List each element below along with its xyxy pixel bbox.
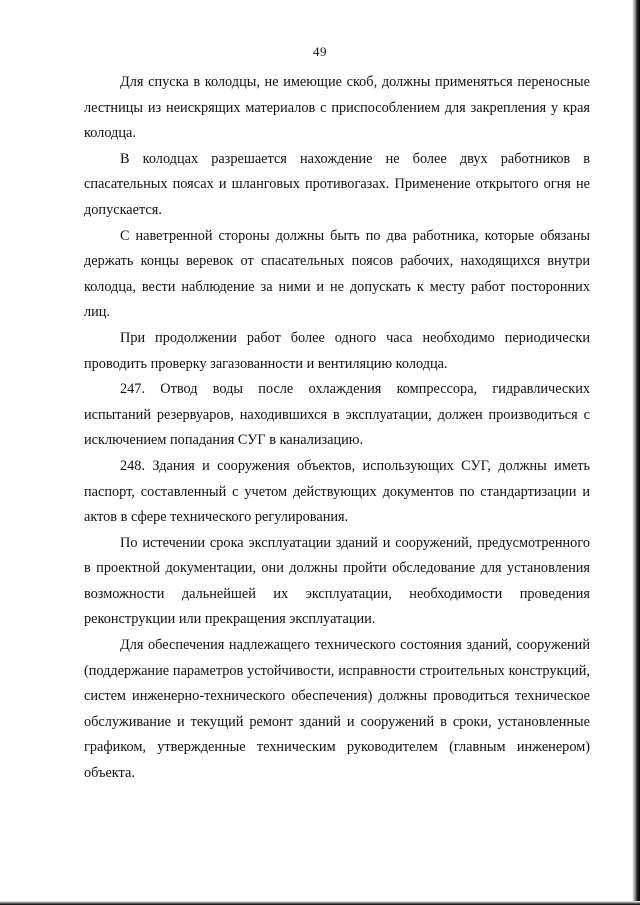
paragraph-workers-in-wells: В колодцах разрешается нахождение не более двух работников в спасательных поясах и шланговых противогазах. Применение открытого огня не допускается. xyxy=(84,150,590,218)
document-body xyxy=(84,70,590,787)
paragraph-gas-check: При продолжении работ более одного часа необходимо периодически проводить проверку загазованности и вентиляцию колодца. xyxy=(84,329,590,372)
paragraph-service-life: По истечении срока эксплуатации зданий и сооружений, предусмотренного в проектной документации, они должны пройти обследование для установления возможности дальнейшей их эксплуатации, необходимости проведения реконструкции или прекращения эксплуатации. xyxy=(84,534,590,628)
scan-edge-bottom xyxy=(0,901,640,905)
paragraph-ladders: Для спуска в колодцы, не имеющие скоб, должны применяться переносные лестницы из неискрящих материалов с приспособлением для закрепления у края колодца. xyxy=(84,74,590,142)
paragraph-item-248: 248. Здания и сооружения объектов, использующих СУГ, должны иметь паспорт, составленный с учетом действующих документов по стандартизации и актов в сфере технического регулирования. xyxy=(84,457,590,526)
scan-edge-right xyxy=(632,0,640,905)
paragraph-item-247: 247. Отвод воды после охлаждения компрессора, гидравлических испытаний резервуаров, находившихся в эксплуатации, должен производиться с исключением попадания СУГ в канализацию. xyxy=(84,381,590,449)
paragraph-maintenance: Для обеспечения надлежащего технического состояния зданий, сооружений (поддержание параметров устойчивости, исправности строительных конструкций, систем инженерно-технического обеспечения) должны проводиться техническое обслуживание и текущий ремонт зданий и сооружений в сроки, установленные графиком, утвержденные техническим руководителем (главным инженером) объекта. xyxy=(84,637,590,782)
page-number: 49 xyxy=(313,44,327,59)
paragraph-windward-side: С наветренной стороны должны быть по два работника, которые обязаны держать концы веревок от спасательных поясов рабочих, находящихся внутри колодца, вести наблюдение за ними и не допускать к месту работ посторонних лиц. xyxy=(84,227,590,321)
